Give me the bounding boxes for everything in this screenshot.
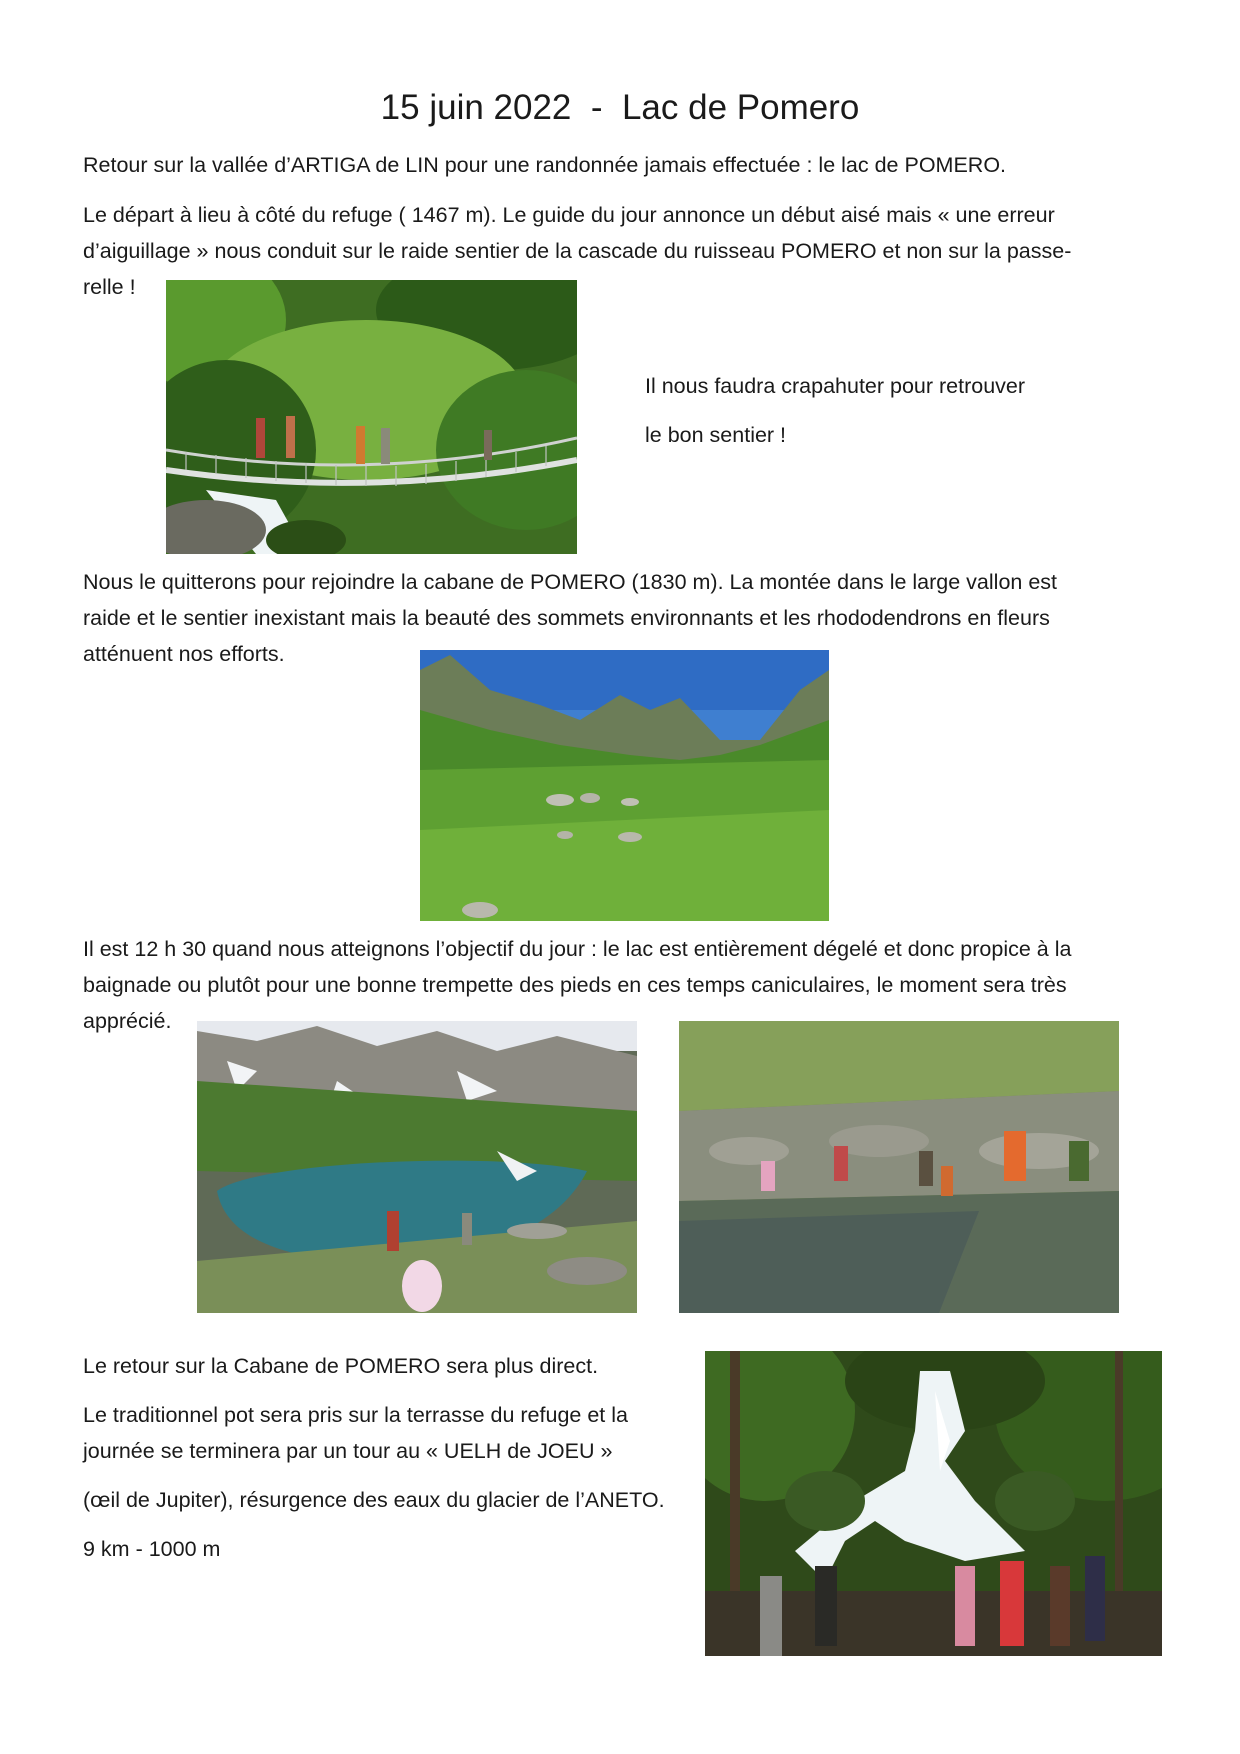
- retour-line: Le retour sur la Cabane de POMERO sera plus direct.: [83, 1354, 599, 1378]
- pot-line-2: journée se terminera par un tour au « UELH de JOEU »: [83, 1439, 613, 1463]
- cabane-line-3: atténuent nos efforts.: [83, 642, 285, 666]
- waterfall-group-photo: [705, 1351, 1162, 1656]
- depart-line-3: relle !: [83, 275, 136, 299]
- bridge-hikers-photo: [166, 280, 577, 554]
- depart-line-2: d’aiguillage » nous conduit sur le raide sentier de la cascade du ruisseau POMERO et non sur la passe-: [83, 239, 1072, 263]
- pot-line-1: Le traditionnel pot sera pris sur la terrasse du refuge et la: [83, 1403, 628, 1427]
- oeil-line: (œil de Jupiter), résurgence des eaux du glacier de l’ANETO.: [83, 1488, 665, 1512]
- page-title: 15 juin 2022 - Lac de Pomero: [380, 88, 860, 127]
- bridge-caption-line-1: Il nous faudra crapahuter pour retrouver: [645, 374, 1026, 398]
- distance-elevation-stats: 9 km - 1000 m: [83, 1537, 221, 1561]
- lake-photo: [197, 1021, 637, 1313]
- lac-line-1: Il est 12 h 30 quand nous atteignons l’objectif du jour : le lac est entièrement dégelé et donc propice à la: [83, 937, 1072, 961]
- depart-line-1: Le départ à lieu à côté du refuge ( 1467 m). Le guide du jour annonce un début aisé mais « une erreur: [83, 203, 1055, 227]
- bridge-caption-line-2: le bon sentier !: [645, 423, 787, 447]
- intro-paragraph: Retour sur la vallée d’ARTIGA de LIN pour une randonnée jamais effectuée : le lac de POMERO.: [83, 153, 1007, 177]
- lac-line-2: baignade ou plutôt pour une bonne trempette des pieds en ces temps caniculaires, le moment sera très: [83, 973, 1067, 997]
- lac-line-3: apprécié.: [83, 1009, 172, 1033]
- cabane-line-1: Nous le quitterons pour rejoindre la cabane de POMERO (1830 m). La montée dans le large vallon est: [83, 570, 1058, 594]
- lake-shore-feet-photo: [679, 1021, 1119, 1313]
- cabane-line-2: raide et le sentier inexistant mais la beauté des sommets environnants et les rhododendrons en fleurs: [83, 606, 1050, 630]
- valley-photo: [420, 650, 829, 921]
